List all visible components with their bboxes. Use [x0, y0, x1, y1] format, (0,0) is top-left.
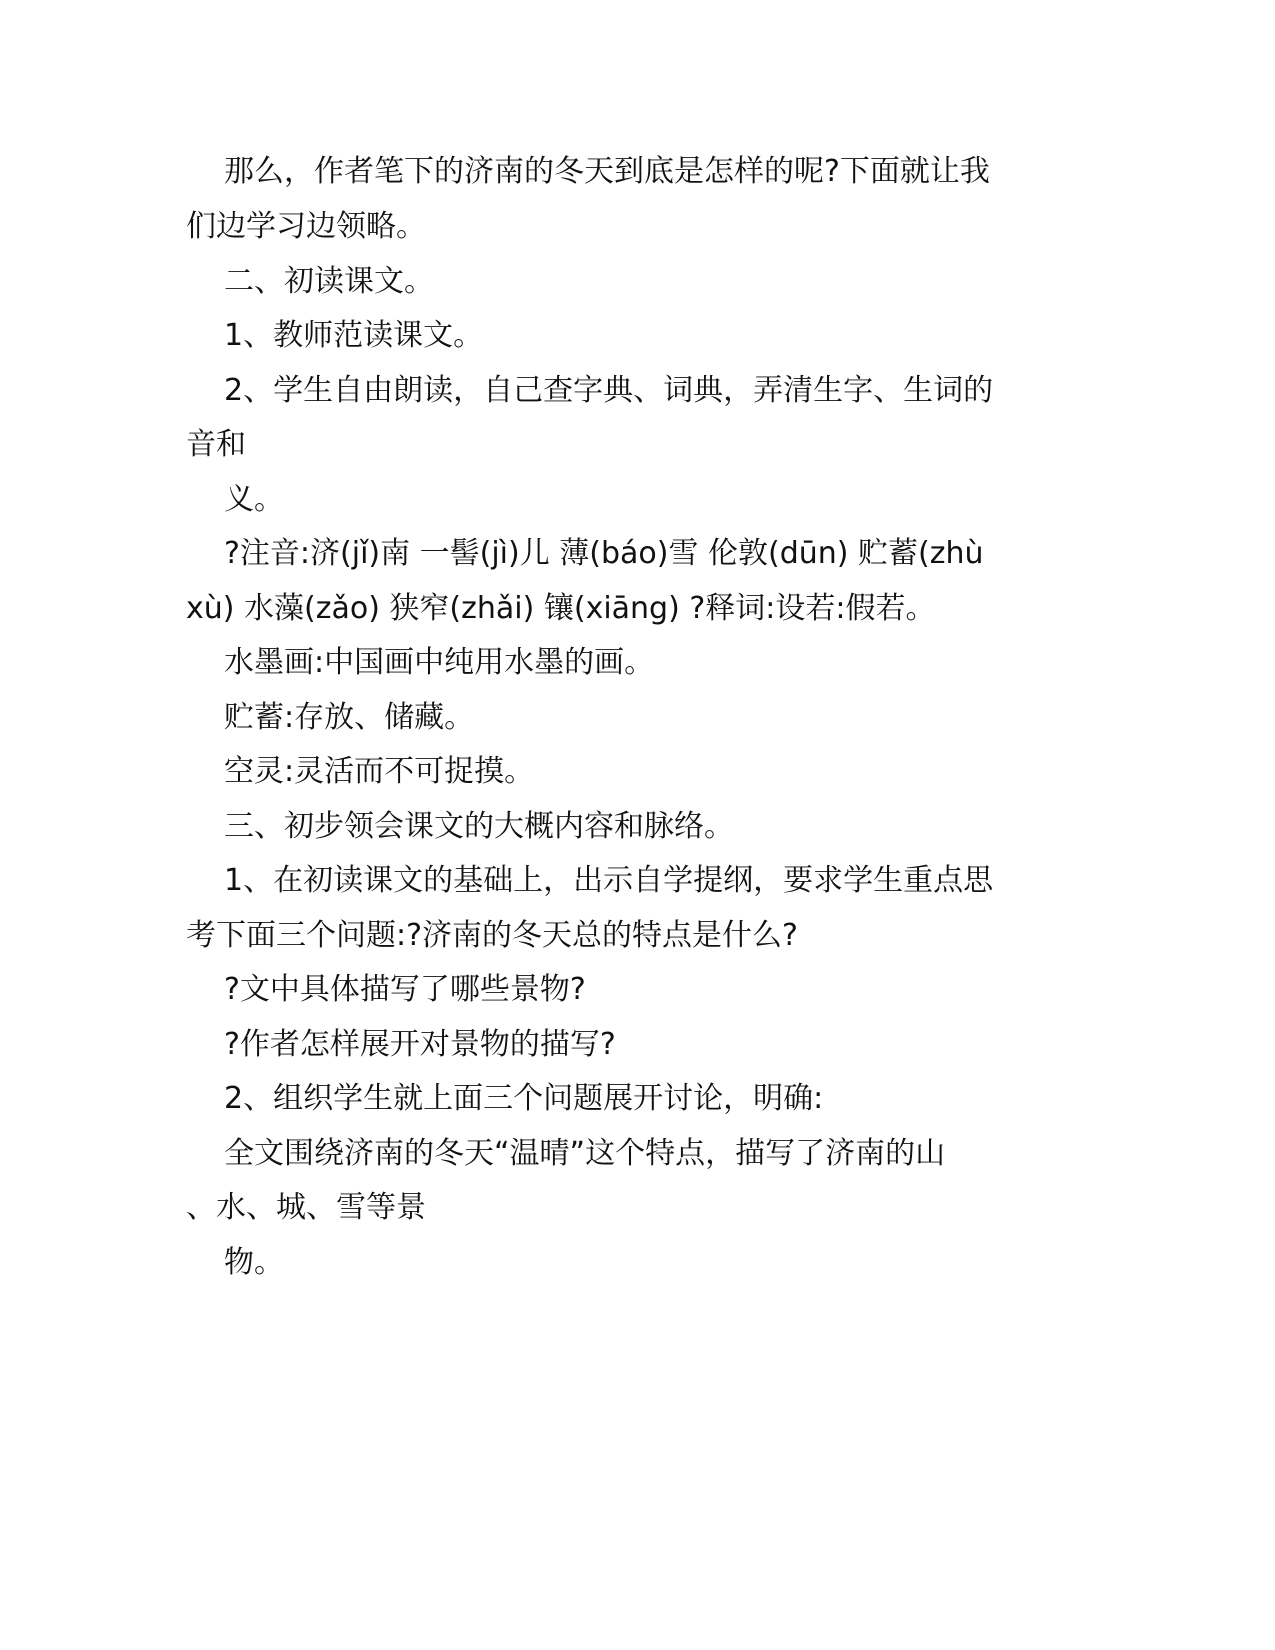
- text-line: 考下面三个问题:?济南的冬天总的特点是什么?: [186, 918, 798, 953]
- text-line: ?注音:济(jǐ)南 一髻(jì)儿 薄(báo)雪 伦敦(dūn) 贮蓄(zhù: [224, 536, 984, 571]
- text-line: 水墨画:中国画中纯用水墨的画。: [224, 645, 655, 680]
- text-line: 全文围绕济南的冬天“温晴”这个特点，描写了济南的山: [224, 1136, 946, 1171]
- text-line: 1、在初读课文的基础上，出示自学提纲，要求学生重点思: [224, 863, 994, 898]
- text-line: 音和: [186, 427, 246, 462]
- section-heading: 二、初读课文。: [224, 264, 434, 299]
- text-line: 2、学生自由朗读，自己查字典、词典，弄清生字、生词的: [224, 373, 994, 408]
- text-line: 物。: [224, 1245, 284, 1280]
- text-line: 1、教师范读课文。: [224, 318, 484, 353]
- section-heading: 三、初步领会课文的大概内容和脉络。: [224, 809, 734, 844]
- text-line: 空灵:灵活而不可捉摸。: [224, 754, 535, 789]
- text-line: 贮蓄:存放、储藏。: [224, 700, 475, 735]
- text-line: ?文中具体描写了哪些景物?: [224, 972, 586, 1007]
- text-line: ?作者怎样展开对景物的描写?: [224, 1027, 616, 1062]
- text-line: xù) 水藻(zǎo) 狭窄(zhǎi) 镶(xiāng) ?释词:设若:假若。: [186, 591, 936, 626]
- text-line: 2、组织学生就上面三个问题展开讨论，明确:: [224, 1081, 824, 1116]
- text-line: 、水、城、雪等景: [186, 1190, 426, 1225]
- text-line: 义。: [224, 482, 284, 517]
- text-line: 们边学习边领略。: [186, 209, 426, 244]
- text-line: 那么，作者笔下的济南的冬天到底是怎样的呢?下面就让我: [224, 154, 990, 189]
